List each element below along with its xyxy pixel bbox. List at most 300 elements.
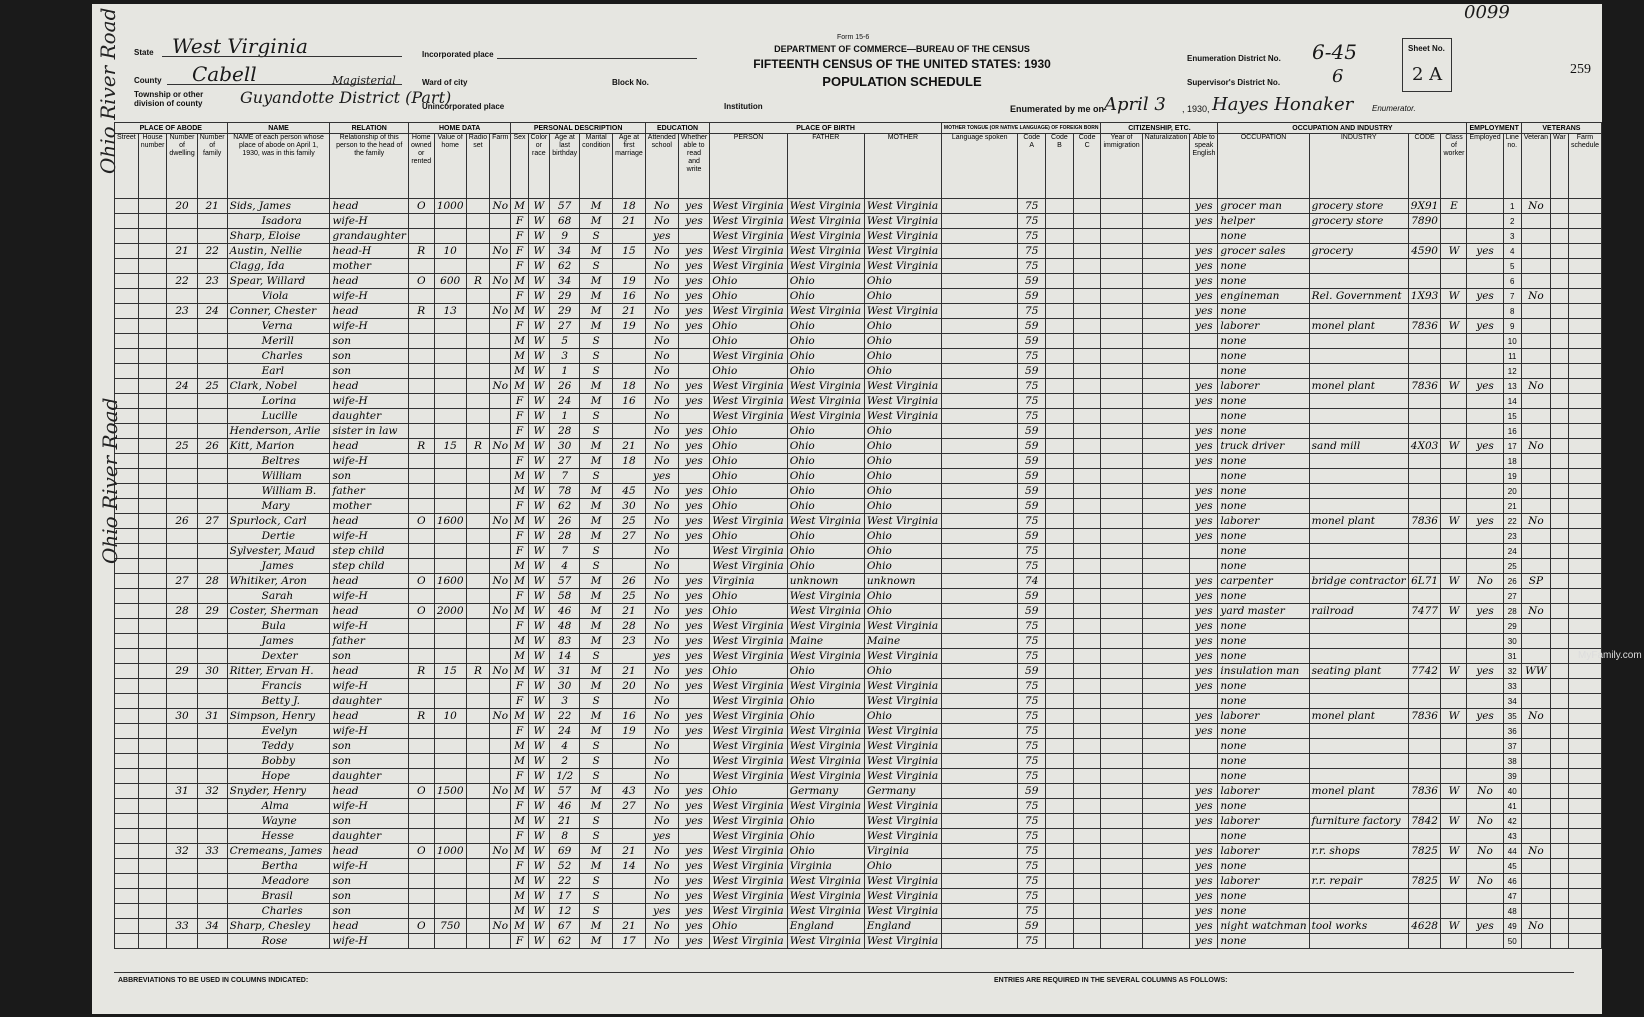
cell-icode xyxy=(1408,634,1441,649)
cell-fb: England xyxy=(787,919,864,934)
cell-cls xyxy=(1441,349,1467,364)
cell-val xyxy=(434,694,466,709)
cell-eng: yes xyxy=(1190,529,1218,544)
cell-fam xyxy=(197,349,227,364)
cell-dw xyxy=(167,559,197,574)
cell-empty xyxy=(115,649,139,664)
cell-empty xyxy=(1101,319,1142,334)
cell-sch: No xyxy=(645,799,678,814)
cell-icode xyxy=(1408,529,1441,544)
cell-radio xyxy=(466,574,489,589)
cell-pb: West Virginia xyxy=(710,514,787,529)
cell-mar: M xyxy=(580,724,613,739)
cell-radio xyxy=(466,454,489,469)
cell-mar: S xyxy=(580,874,613,889)
cell-pb: West Virginia xyxy=(710,559,787,574)
cell-rw xyxy=(678,334,709,349)
cell-name: Spurlock, Carl xyxy=(227,514,330,529)
cell-icode: 7890 xyxy=(1408,214,1441,229)
cell-sex: M xyxy=(511,379,528,394)
cell-empty xyxy=(1046,409,1074,424)
cell-emp: yes xyxy=(1467,289,1503,304)
cell-empty xyxy=(941,874,1017,889)
cell-empty xyxy=(138,259,167,274)
cell-sex: F xyxy=(511,319,528,334)
cell-empty xyxy=(1073,499,1101,514)
cell-sch: No xyxy=(645,934,678,949)
column-header: Relationship of this person to the head of the family xyxy=(330,134,408,199)
cell-age: 62 xyxy=(550,259,580,274)
cell-empty xyxy=(1101,844,1142,859)
cell-agem: 27 xyxy=(613,799,646,814)
cell-empty xyxy=(1101,199,1142,214)
cell-agem: 16 xyxy=(613,394,646,409)
cell-farm xyxy=(490,934,511,949)
cell-fb: Ohio xyxy=(787,664,864,679)
cell-pb: Ohio xyxy=(710,469,787,484)
cell-n: 23 xyxy=(1503,529,1521,544)
cell-age: 48 xyxy=(550,619,580,634)
cell-radio xyxy=(466,694,489,709)
cell-sex: F xyxy=(511,289,528,304)
cell-mar: M xyxy=(580,679,613,694)
cell-code: 59 xyxy=(1018,454,1046,469)
cell-code: 59 xyxy=(1018,289,1046,304)
cell-pb: West Virginia xyxy=(710,814,787,829)
cell-race: W xyxy=(528,619,550,634)
cell-mb: West Virginia xyxy=(864,379,941,394)
block-label: Block No. xyxy=(612,78,649,87)
cell-dw xyxy=(167,544,197,559)
cell-empty xyxy=(1551,874,1569,889)
cell-fb: Ohio xyxy=(787,274,864,289)
cell-occ: laborer xyxy=(1218,319,1309,334)
cell-val: 1500 xyxy=(434,784,466,799)
cell-fb: West Virginia xyxy=(787,244,864,259)
cell-empty xyxy=(138,559,167,574)
cell-empty xyxy=(1101,574,1142,589)
cell-emp xyxy=(1467,589,1503,604)
cell-own xyxy=(408,739,434,754)
cell-farm xyxy=(490,634,511,649)
cell-val: 10 xyxy=(434,709,466,724)
cell-empty xyxy=(1101,259,1142,274)
cell-sex: M xyxy=(511,904,528,919)
table-row xyxy=(115,289,1602,304)
cell-mb: Ohio xyxy=(864,349,941,364)
cell-empty xyxy=(1101,829,1142,844)
cell-empty xyxy=(115,274,139,289)
cell-rel: head xyxy=(330,379,408,394)
column-header: Able to speak English xyxy=(1190,134,1218,199)
cell-sch: No xyxy=(645,214,678,229)
cell-sex: M xyxy=(511,514,528,529)
cell-empty xyxy=(1551,634,1569,649)
cell-radio xyxy=(466,319,489,334)
cell-code: 75 xyxy=(1018,514,1046,529)
cell-sch: yes xyxy=(645,829,678,844)
cell-rel: daughter xyxy=(330,409,408,424)
cell-pb: West Virginia xyxy=(710,409,787,424)
section-citizenship: CITIZENSHIP, ETC. xyxy=(1101,123,1218,134)
cell-agem: 18 xyxy=(613,199,646,214)
cell-empty xyxy=(1142,589,1190,604)
cell-empty xyxy=(1101,814,1142,829)
cell-mar: M xyxy=(580,589,613,604)
cell-code: 75 xyxy=(1018,379,1046,394)
section-name: NAME xyxy=(227,123,330,134)
cell-empty xyxy=(1073,769,1101,784)
cell-empty xyxy=(1046,574,1074,589)
cell-sex: F xyxy=(511,229,528,244)
cell-rw: yes xyxy=(678,304,709,319)
margin-note-top: Ohio River Road xyxy=(96,7,120,174)
cell-pb: West Virginia xyxy=(710,859,787,874)
cell-empty xyxy=(1551,484,1569,499)
cell-empty xyxy=(1142,694,1190,709)
cell-vet xyxy=(1521,739,1550,754)
cell-empty xyxy=(1142,934,1190,949)
cell-empty xyxy=(1046,634,1074,649)
cell-n: 14 xyxy=(1503,394,1521,409)
cell-empty xyxy=(1046,904,1074,919)
cell-fb: Virginia xyxy=(787,859,864,874)
cell-empty xyxy=(1073,724,1101,739)
cell-occ: none xyxy=(1218,454,1309,469)
cell-val: 750 xyxy=(434,919,466,934)
cell-ind xyxy=(1309,334,1408,349)
cell-rel: head xyxy=(330,574,408,589)
cell-age: 9 xyxy=(550,229,580,244)
cell-emp xyxy=(1467,469,1503,484)
cell-radio xyxy=(466,679,489,694)
cell-sex: M xyxy=(511,439,528,454)
cell-sex: M xyxy=(511,559,528,574)
cell-empty xyxy=(1073,214,1101,229)
cell-fam: 22 xyxy=(197,244,227,259)
cell-dw xyxy=(167,649,197,664)
cell-empty xyxy=(941,199,1017,214)
cell-code: 75 xyxy=(1018,754,1046,769)
section-occupation: OCCUPATION AND INDUSTRY xyxy=(1218,123,1467,134)
cell-fb: Ohio xyxy=(787,364,864,379)
cell-ind xyxy=(1309,409,1408,424)
cell-rel: wife-H xyxy=(330,619,408,634)
cell-mb: Ohio xyxy=(864,274,941,289)
cell-own xyxy=(408,679,434,694)
cell-empty xyxy=(1142,304,1190,319)
cell-sex: M xyxy=(511,574,528,589)
cell-farm: No xyxy=(490,604,511,619)
cell-age: 22 xyxy=(550,874,580,889)
cell-emp: yes xyxy=(1467,709,1503,724)
cell-empty xyxy=(941,499,1017,514)
column-header: Attended school xyxy=(645,134,678,199)
cell-val xyxy=(434,424,466,439)
cell-fb: West Virginia xyxy=(787,514,864,529)
cell-name: James xyxy=(227,559,330,574)
cell-name: Charles xyxy=(227,904,330,919)
cell-mar: M xyxy=(580,844,613,859)
cell-empty xyxy=(1551,709,1569,724)
cell-empty xyxy=(115,229,139,244)
cell-eng xyxy=(1190,544,1218,559)
cell-empty xyxy=(1046,604,1074,619)
cell-empty xyxy=(1551,919,1569,934)
cell-vet: No xyxy=(1521,199,1550,214)
cell-empty xyxy=(1101,379,1142,394)
cell-ind xyxy=(1309,454,1408,469)
cell-cls xyxy=(1441,364,1467,379)
cell-radio xyxy=(466,619,489,634)
cell-ind xyxy=(1309,859,1408,874)
cell-name: Austin, Nellie xyxy=(227,244,330,259)
cell-empty xyxy=(1568,739,1601,754)
section-veterans: VETERANS xyxy=(1521,123,1601,134)
cell-emp xyxy=(1467,544,1503,559)
cell-rw xyxy=(678,409,709,424)
cell-val xyxy=(434,739,466,754)
cell-empty xyxy=(1046,214,1074,229)
cell-empty xyxy=(1142,394,1190,409)
column-header: House number xyxy=(138,134,167,199)
cell-eng xyxy=(1190,694,1218,709)
cell-empty xyxy=(1046,559,1074,574)
cell-radio xyxy=(466,544,489,559)
cell-emp: No xyxy=(1467,574,1503,589)
cell-empty xyxy=(1101,364,1142,379)
cell-agem: 21 xyxy=(613,214,646,229)
cell-mb: Ohio xyxy=(864,484,941,499)
cell-empty xyxy=(138,349,167,364)
cell-empty xyxy=(1551,559,1569,574)
cell-icode xyxy=(1408,904,1441,919)
cell-age: 29 xyxy=(550,304,580,319)
cell-mb: Ohio xyxy=(864,289,941,304)
cell-sch: No xyxy=(645,739,678,754)
cell-n: 50 xyxy=(1503,934,1521,949)
cell-empty xyxy=(1568,289,1601,304)
cell-icode xyxy=(1408,754,1441,769)
cell-name: William B. xyxy=(227,484,330,499)
cell-empty xyxy=(115,784,139,799)
cell-name: Simpson, Henry xyxy=(227,709,330,724)
section-education: EDUCATION xyxy=(645,123,710,134)
cell-emp xyxy=(1467,679,1503,694)
cell-race: W xyxy=(528,709,550,724)
cell-empty xyxy=(1551,364,1569,379)
cell-ind: Rel. Government xyxy=(1309,289,1408,304)
cell-empty xyxy=(138,544,167,559)
cell-farm: No xyxy=(490,919,511,934)
cell-rw: yes xyxy=(678,289,709,304)
cell-radio xyxy=(466,604,489,619)
cell-val xyxy=(434,454,466,469)
cell-empty xyxy=(1073,244,1101,259)
cell-empty xyxy=(941,559,1017,574)
cell-emp xyxy=(1467,904,1503,919)
cell-name: Sharp, Eloise xyxy=(227,229,330,244)
cell-sch: No xyxy=(645,559,678,574)
form-number: Form 15-6 xyxy=(837,34,870,41)
cell-farm xyxy=(490,874,511,889)
cell-empty xyxy=(1568,709,1601,724)
cell-n: 35 xyxy=(1503,709,1521,724)
cell-empty xyxy=(1101,769,1142,784)
cell-empty xyxy=(138,619,167,634)
cell-fb: Maine xyxy=(787,634,864,649)
cell-rel: head xyxy=(330,664,408,679)
cell-n: 6 xyxy=(1503,274,1521,289)
cell-fam xyxy=(197,394,227,409)
cell-empty xyxy=(115,259,139,274)
cell-ind xyxy=(1309,589,1408,604)
cell-empty xyxy=(1551,859,1569,874)
cell-empty xyxy=(1101,664,1142,679)
cell-sch: No xyxy=(645,919,678,934)
cell-radio xyxy=(466,394,489,409)
cell-age: 27 xyxy=(550,454,580,469)
cell-empty xyxy=(1046,799,1074,814)
cell-val xyxy=(434,724,466,739)
cell-ind xyxy=(1309,679,1408,694)
cell-eng: yes xyxy=(1190,514,1218,529)
cell-code: 59 xyxy=(1018,469,1046,484)
cell-icode xyxy=(1408,589,1441,604)
cell-sex: F xyxy=(511,679,528,694)
cell-empty xyxy=(138,214,167,229)
cell-val xyxy=(434,859,466,874)
cell-agem xyxy=(613,769,646,784)
cell-mar: S xyxy=(580,334,613,349)
cell-empty xyxy=(1073,514,1101,529)
cell-empty xyxy=(1101,799,1142,814)
cell-pb: West Virginia xyxy=(710,709,787,724)
township-label: Township or other division of county xyxy=(134,90,204,108)
cell-empty xyxy=(138,889,167,904)
cell-farm xyxy=(490,484,511,499)
cell-farm: No xyxy=(490,664,511,679)
cell-mar: S xyxy=(580,559,613,574)
cell-empty xyxy=(1551,424,1569,439)
cell-cls xyxy=(1441,694,1467,709)
cell-ind xyxy=(1309,274,1408,289)
cell-cls: W xyxy=(1441,244,1467,259)
cell-dw xyxy=(167,229,197,244)
table-row xyxy=(115,634,1602,649)
cell-age: 57 xyxy=(550,199,580,214)
cell-empty xyxy=(1142,754,1190,769)
cell-race: W xyxy=(528,199,550,214)
cell-code: 75 xyxy=(1018,244,1046,259)
cell-val xyxy=(434,889,466,904)
cell-code: 75 xyxy=(1018,904,1046,919)
cell-eng: yes xyxy=(1190,634,1218,649)
cell-pb: Ohio xyxy=(710,364,787,379)
cell-cls xyxy=(1441,619,1467,634)
cell-fam: 33 xyxy=(197,844,227,859)
cell-agem xyxy=(613,229,646,244)
cell-mar: M xyxy=(580,784,613,799)
cell-fb: Ohio xyxy=(787,454,864,469)
cell-empty xyxy=(941,859,1017,874)
cell-cls xyxy=(1441,229,1467,244)
cell-agem: 19 xyxy=(613,319,646,334)
state-value: West Virginia xyxy=(172,34,308,58)
cell-own: O xyxy=(408,784,434,799)
cell-fb: Ohio xyxy=(787,319,864,334)
cell-age: 57 xyxy=(550,784,580,799)
cell-empty xyxy=(1142,244,1190,259)
cell-empty xyxy=(1142,274,1190,289)
cell-empty xyxy=(1046,889,1074,904)
margin-note-bottom: Ohio River Road xyxy=(98,397,122,564)
cell-n: 46 xyxy=(1503,874,1521,889)
cell-fb: Ohio xyxy=(787,844,864,859)
cell-race: W xyxy=(528,424,550,439)
cell-rel: daughter xyxy=(330,769,408,784)
cell-age: 28 xyxy=(550,529,580,544)
cell-pb: West Virginia xyxy=(710,394,787,409)
table-row xyxy=(115,934,1602,949)
cell-empty xyxy=(1101,889,1142,904)
cell-empty xyxy=(1142,529,1190,544)
cell-rel: head-H xyxy=(330,244,408,259)
cell-race: W xyxy=(528,904,550,919)
cell-ind xyxy=(1309,934,1408,949)
cell-vet xyxy=(1521,859,1550,874)
cell-empty xyxy=(138,379,167,394)
cell-occ: none xyxy=(1218,589,1309,604)
cell-empty xyxy=(941,829,1017,844)
cell-n: 27 xyxy=(1503,589,1521,604)
cell-empty xyxy=(1551,844,1569,859)
cell-empty xyxy=(1101,499,1142,514)
cell-rel: head xyxy=(330,199,408,214)
cell-ind: seating plant xyxy=(1309,664,1408,679)
cell-mb: West Virginia xyxy=(864,409,941,424)
cell-name: Viola xyxy=(227,289,330,304)
cell-n: 33 xyxy=(1503,679,1521,694)
table-row xyxy=(115,844,1602,859)
cell-empty xyxy=(1568,814,1601,829)
cell-empty xyxy=(1551,754,1569,769)
cell-n: 30 xyxy=(1503,634,1521,649)
cell-mar: M xyxy=(580,934,613,949)
cell-empty xyxy=(941,304,1017,319)
cell-emp: No xyxy=(1467,784,1503,799)
cell-eng: yes xyxy=(1190,784,1218,799)
cell-age: 4 xyxy=(550,559,580,574)
cell-mar: S xyxy=(580,829,613,844)
cell-mb: Ohio xyxy=(864,319,941,334)
cell-empty xyxy=(1142,679,1190,694)
cell-sex: F xyxy=(511,859,528,874)
cell-cls: E xyxy=(1441,199,1467,214)
cell-code: 59 xyxy=(1018,604,1046,619)
cell-fam xyxy=(197,364,227,379)
cell-farm xyxy=(490,769,511,784)
cell-mb: West Virginia xyxy=(864,304,941,319)
cell-n: 24 xyxy=(1503,544,1521,559)
cell-vet: SP xyxy=(1521,574,1550,589)
cell-sch: No xyxy=(645,514,678,529)
cell-empty xyxy=(138,454,167,469)
cell-sch: No xyxy=(645,679,678,694)
cell-empty xyxy=(1568,829,1601,844)
cell-fb: Ohio xyxy=(787,439,864,454)
cell-occ: none xyxy=(1218,649,1309,664)
